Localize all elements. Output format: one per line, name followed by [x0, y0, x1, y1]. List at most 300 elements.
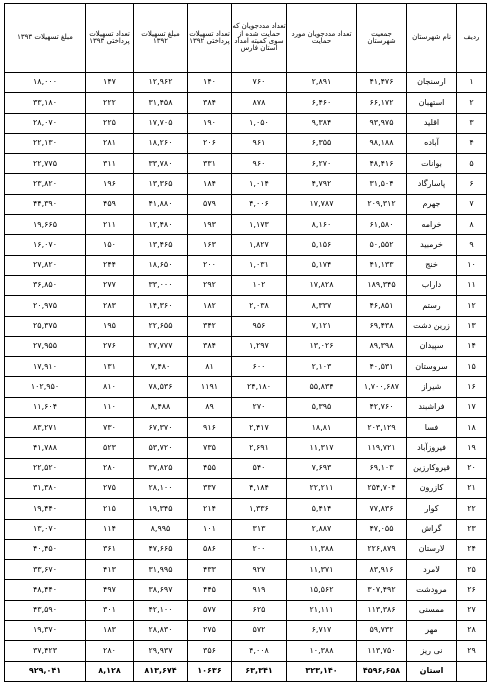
- table-cell: ۱۹,۶۶۵: [5, 215, 86, 235]
- table-cell: ۳۳۱: [188, 154, 232, 174]
- table-cell: لامرد: [407, 560, 457, 580]
- table-cell: ۱۹,۳۴۵: [134, 499, 188, 519]
- table-cell: ۴,۰۰۶: [232, 194, 287, 214]
- table-cell: ۸۷۸: [232, 93, 287, 113]
- table-cell: ۱۱,۳۱۷: [287, 438, 357, 458]
- table-cell: ۲۲۵: [86, 113, 134, 133]
- table-cell: ۴,۱۸۴: [232, 478, 287, 498]
- table-row: [5, 560, 487, 580]
- header-cell: مبلغ تسهیلات ۱۳۹۳: [5, 4, 86, 73]
- table-cell: ۷۶۰: [232, 73, 287, 93]
- table-row: [5, 215, 487, 235]
- table-cell: جهرم: [407, 194, 457, 214]
- table-cell: ارسنجان: [407, 73, 457, 93]
- table-cell: ۸,۴۸۸: [134, 397, 188, 417]
- table-row: [5, 600, 487, 620]
- table-cell: ۳۱,۵۰۴: [357, 174, 407, 194]
- table-cell: ۱۳,۰۷۰: [5, 519, 86, 539]
- table-cell: ۱۸: [457, 418, 487, 438]
- table-cell: ۷۸,۵۳۶: [134, 377, 188, 397]
- table-row: [5, 499, 487, 519]
- table-row: [5, 336, 487, 356]
- table-cell: ۸۹: [188, 397, 232, 417]
- table-cell: ۵۹,۷۳۲: [357, 621, 407, 641]
- table-cell: ۱۹: [457, 438, 487, 458]
- table-cell: ۲۰۰: [188, 255, 232, 275]
- table-cell: ۲۷۰: [232, 397, 287, 417]
- table-cell: ۱۸۹,۳۴۵: [357, 275, 407, 295]
- table-cell: فسا: [407, 418, 457, 438]
- header-cell: تعداد مددجویان که حمایت شده از سوی کمیته امداد استان فارس: [232, 4, 287, 73]
- table-cell: ۹۶۰: [232, 154, 287, 174]
- table-cell: داراب: [407, 275, 457, 295]
- table-cell: ۳۳,۶۷۰: [5, 560, 86, 580]
- table-cell: ۲۷,۸۲۰: [5, 255, 86, 275]
- table-cell: ۵,۱۷۴: [287, 255, 357, 275]
- table-row: [5, 458, 487, 478]
- table-cell: خرمبید: [407, 235, 457, 255]
- table-cell: خنج: [407, 255, 457, 275]
- table-cell: استان: [407, 661, 457, 681]
- table-cell: ۱,۳۳۶: [232, 499, 287, 519]
- table-cell: سپیدان: [407, 336, 457, 356]
- table-cell: ۲۸۳: [86, 296, 134, 316]
- table-cell: ۵,۳۹۵: [287, 397, 357, 417]
- table-cell: ۸,۳۳۷: [287, 296, 357, 316]
- table-cell: ۲,۱۰۳: [287, 357, 357, 377]
- table-row: [5, 357, 487, 377]
- header-row: [5, 4, 487, 73]
- table-cell: ۹۳,۹۷۵: [357, 113, 407, 133]
- table-cell: ۲۰۰: [232, 539, 287, 559]
- table-cell: ۲۲,۵۲۰: [5, 458, 86, 478]
- table-cell: ۲۸,۸۳۰: [134, 621, 188, 641]
- table-cell: ۳۳۷: [188, 478, 232, 498]
- table-cell: ۱۰: [457, 255, 487, 275]
- table-cell: ۵۸۶: [188, 539, 232, 559]
- table-cell: ۲,۶۹۱: [232, 438, 287, 458]
- table-cell: ۱۶۳: [188, 235, 232, 255]
- table-cell: خرامه: [407, 215, 457, 235]
- table-cell: ۶۲۵: [232, 600, 287, 620]
- table-cell: ۵: [457, 154, 487, 174]
- table-cell: ۱۲,۹۶۲: [134, 73, 188, 93]
- table-cell: ۲۲,۶۵۵: [134, 316, 188, 336]
- table-cell: ۱۲,۴۸۰: [134, 215, 188, 235]
- table-cell: ۲۰,۹۷۵: [5, 296, 86, 316]
- table-cell: ۲۸,۰۷۰: [5, 113, 86, 133]
- table-cell: ۲۸۰: [86, 458, 134, 478]
- header-cell: تعداد مددجویان مورد حمایت: [287, 4, 357, 73]
- table-cell: مرودشت: [407, 580, 457, 600]
- table-cell: ۱۶: [457, 377, 487, 397]
- table-cell: ۴۴۵: [188, 580, 232, 600]
- table-cell: ۷: [457, 194, 487, 214]
- table-cell: ۸۳,۲۷۱: [5, 418, 86, 438]
- table-body: [5, 73, 487, 682]
- table-cell: ۱۴,۳۶۰: [134, 296, 188, 316]
- facilities-table: [4, 3, 487, 682]
- table-cell: ۴۰,۵۳۱: [357, 357, 407, 377]
- table-cell: ۱۷,۹۱۰: [5, 357, 86, 377]
- table-cell: ۱,۸۲۷: [232, 235, 287, 255]
- data-table-container: [4, 3, 486, 676]
- table-cell: ۴۰,۴۵۰: [5, 539, 86, 559]
- table-row: [5, 174, 487, 194]
- table-cell: ۵۳,۷۲۰: [134, 438, 188, 458]
- table-cell: ۲,۴۱۷: [232, 418, 287, 438]
- table-cell: ۸: [457, 215, 487, 235]
- table-cell: ۹: [457, 235, 487, 255]
- table-cell: ۷,۶۹۳: [287, 458, 357, 478]
- table-row: [5, 296, 487, 316]
- table-cell: ۲۵۴,۷۰۴: [357, 478, 407, 498]
- table-cell: ۱۷,۷۰۵: [134, 113, 188, 133]
- table-cell: ۳: [457, 113, 487, 133]
- table-cell: ۸,۱۶۰: [287, 215, 357, 235]
- table-cell: ۱۳: [457, 316, 487, 336]
- table-cell: فیروزآباد: [407, 438, 457, 458]
- table-cell: ۲۲,۲۱۱: [287, 478, 357, 498]
- table-cell: ۳۳,۷۸۰: [134, 154, 188, 174]
- table-cell: ۲۲,۷۷۵: [5, 154, 86, 174]
- table-cell: ۱۸,۸۱: [287, 418, 357, 438]
- table-cell: ۶,۲۷۰: [287, 154, 357, 174]
- table-cell: اقلید: [407, 113, 457, 133]
- table-cell: ۲۱۴: [188, 499, 232, 519]
- table-cell: ۴۱۳: [86, 560, 134, 580]
- table-cell: ۷,۱۲۱: [287, 316, 357, 336]
- table-cell: ممسنی: [407, 600, 457, 620]
- table-cell: ۱۸۳: [86, 621, 134, 641]
- table-cell: ۱,۷۰۰,۶۸۷: [357, 377, 407, 397]
- table-row: [5, 154, 487, 174]
- table-cell: ۱۸۴: [188, 174, 232, 194]
- table-cell: ۸۳,۹۱۶: [357, 560, 407, 580]
- table-cell: ۴۸,۴۴۰: [5, 580, 86, 600]
- table-cell: ۱۷,۷۸۷: [287, 194, 357, 214]
- table-cell: شیراز: [407, 377, 457, 397]
- table-cell: ۶۹,۱۰۳: [357, 458, 407, 478]
- table-cell: ۳۸,۶۹۷: [134, 580, 188, 600]
- table-cell: ۸۹,۳۹۸: [357, 336, 407, 356]
- table-cell: ۶۳,۳۴۱: [232, 661, 287, 681]
- table-row: [5, 194, 487, 214]
- table-cell: ۱۱۳,۷۵۰: [357, 641, 407, 661]
- table-cell: ۳۷,۴۲۳: [5, 641, 86, 661]
- table-cell: ۱۰۱: [188, 519, 232, 539]
- table-cell: ۶۰۰: [232, 357, 287, 377]
- table-cell: ۲۳,۸۲۰: [5, 174, 86, 194]
- header-cell: مبلغ تسهیلات ۱۳۹۲: [134, 4, 188, 73]
- table-cell: ۲,۸۹۱: [287, 73, 357, 93]
- table-cell: ۷۷,۸۳۶: [357, 499, 407, 519]
- table-cell: ۱۴۷: [86, 73, 134, 93]
- table-row: [5, 621, 487, 641]
- table-cell: ۲۷,۹۵۵: [5, 336, 86, 356]
- table-cell: ۶,۳۵۵: [287, 133, 357, 153]
- table-cell: ۳۱۱: [86, 154, 134, 174]
- table-cell: ۳۰۱: [86, 600, 134, 620]
- table-cell: ۳۶,۸۵۰: [5, 275, 86, 295]
- header-cell: نام شهرستان: [407, 4, 457, 73]
- table-cell: ۲۴۴: [86, 255, 134, 275]
- table-cell: ۱۰,۳۸۸: [287, 641, 357, 661]
- table-cell: ۳۷,۸۲۵: [134, 458, 188, 478]
- table-cell: ۱۱۴: [86, 519, 134, 539]
- table-cell: ۴۲,۱۰۰: [134, 600, 188, 620]
- table-cell: ۹۸,۱۸۸: [357, 133, 407, 153]
- table-row: [5, 539, 487, 559]
- table-cell: ۱۱,۶۰۴: [5, 397, 86, 417]
- table-cell: ۱۳,۰۲۶: [287, 336, 357, 356]
- table-cell: ۴: [457, 133, 487, 153]
- table-cell: ۲۲: [457, 499, 487, 519]
- table-cell: ۲۷۵: [188, 621, 232, 641]
- table-cell: ۹۱۹: [232, 580, 287, 600]
- table-cell: سروستان: [407, 357, 457, 377]
- header-cell: تعداد تسهیلات پرداختی ۱۳۹۳: [86, 4, 134, 73]
- table-cell: ۱۳,۴۶۵: [134, 235, 188, 255]
- table-cell: ۲۷۶: [86, 336, 134, 356]
- table-cell: ۲۹,۹۳۷: [134, 641, 188, 661]
- table-cell: ۷۳۰: [86, 418, 134, 438]
- table-cell: ۹,۳۸۴: [287, 113, 357, 133]
- header-cell: ردیف: [457, 4, 487, 73]
- table-cell: ۳۴۲: [188, 316, 232, 336]
- table-cell: ۲۴: [457, 539, 487, 559]
- table-row: [5, 397, 487, 417]
- table-cell: ۲۷: [457, 600, 487, 620]
- table-cell: ۳۸۴: [188, 336, 232, 356]
- table-cell: ۲۱۵: [86, 499, 134, 519]
- table-cell: مهر: [407, 621, 457, 641]
- table-cell: ۱۹۵: [86, 316, 134, 336]
- table-cell: ۱۰۲: [232, 275, 287, 295]
- table-cell: کازرون: [407, 478, 457, 498]
- table-row: [5, 641, 487, 661]
- table-cell: ۵,۱۵۶: [287, 235, 357, 255]
- table-cell: ۸۱۰: [86, 377, 134, 397]
- table-cell: ۴۱,۸۸۰: [134, 194, 188, 214]
- table-cell: ۵۰,۵۵۲: [357, 235, 407, 255]
- table-cell: ۷,۴۸۰: [134, 357, 188, 377]
- table-row: [5, 377, 487, 397]
- table-cell: ۹۲۷: [232, 560, 287, 580]
- table-cell: ۲۰۳,۱۲۹: [357, 418, 407, 438]
- table-cell: کوار: [407, 499, 457, 519]
- table-cell: ۱۱,۳۸۸: [287, 539, 357, 559]
- table-cell: ۱۱۳,۳۸۶: [357, 600, 407, 620]
- table-cell: ۱۰۶۳۶: [188, 661, 232, 681]
- table-cell: ۶,۷۱۷: [287, 621, 357, 641]
- table-cell: ۲۰: [457, 458, 487, 478]
- table-cell: ۱,۰۳۱: [232, 255, 287, 275]
- table-cell: استهبان: [407, 93, 457, 113]
- table-cell: ۴۵۹: [86, 194, 134, 214]
- table-cell: ۳۱۳: [232, 519, 287, 539]
- table-cell: ۳۰۷,۴۹۲: [357, 580, 407, 600]
- table-cell: ۱۵۰: [86, 235, 134, 255]
- table-cell: ۶: [457, 174, 487, 194]
- table-cell: ۲۹۲: [188, 275, 232, 295]
- table-cell: ۷۳۵: [188, 438, 232, 458]
- table-cell: ۱۳۱: [86, 357, 134, 377]
- table-cell: ۴۹۷: [86, 580, 134, 600]
- table-cell: ۲۸۱: [86, 133, 134, 153]
- table-cell: ۱۷,۸۲۸: [287, 275, 357, 295]
- table-cell: فراشبند: [407, 397, 457, 417]
- table-cell: ۹۵۶: [232, 316, 287, 336]
- table-cell: ۹۲۹,۰۴۱: [5, 661, 86, 681]
- table-cell: ۵,۴۱۴: [287, 499, 357, 519]
- table-cell: ۹۶۱: [232, 133, 287, 153]
- table-cell: گراش: [407, 519, 457, 539]
- table-cell: ۱۵,۵۶۲: [287, 580, 357, 600]
- table-cell: ۲۸: [457, 621, 487, 641]
- table-cell: بوانات: [407, 154, 457, 174]
- table-cell: ۱۲: [457, 296, 487, 316]
- table-cell: ۲۶: [457, 580, 487, 600]
- table-cell: پاسارگاد: [407, 174, 457, 194]
- table-cell: ۲۱: [457, 478, 487, 498]
- header-cell: جمعیت شهرستان: [357, 4, 407, 73]
- table-cell: ۱,۲۹۷: [232, 336, 287, 356]
- table-cell: ۴۴,۳۹۰: [5, 194, 86, 214]
- table-cell: ۸۱: [188, 357, 232, 377]
- table-row: [5, 275, 487, 295]
- table-cell: ۲۵,۳۷۵: [5, 316, 86, 336]
- table-cell: ۱۱: [457, 275, 487, 295]
- table-cell: ۴۱,۱۳۳: [357, 255, 407, 275]
- table-cell: ۲,۰۳۸: [232, 296, 287, 316]
- table-cell: ۵۷۹: [188, 194, 232, 214]
- table-cell: ۲,۸۸۷: [287, 519, 357, 539]
- table-cell: ۸,۱۲۸: [86, 661, 134, 681]
- table-cell: ۶۹,۴۳۸: [357, 316, 407, 336]
- table-cell: ۲۷۵: [86, 478, 134, 498]
- table-cell: ۶,۴۶۰: [287, 93, 357, 113]
- table-cell: قیروکارزین: [407, 458, 457, 478]
- table-cell: ۴۸,۴۱۶: [357, 154, 407, 174]
- table-cell: ۱۴: [457, 336, 487, 356]
- table-row: [5, 418, 487, 438]
- table-row: [5, 73, 487, 93]
- table-cell: ۲۰۹,۳۱۲: [357, 194, 407, 214]
- table-cell: ۳۳,۰۰۰: [134, 275, 188, 295]
- table-cell: ۳۵۶: [188, 641, 232, 661]
- table-cell: رستم: [407, 296, 457, 316]
- table-cell: ۱۹۳: [188, 215, 232, 235]
- table-cell: ۱: [457, 73, 487, 93]
- table-row: [5, 113, 487, 133]
- table-cell: ۱۱۰: [86, 397, 134, 417]
- table-cell: ۴۲,۷۶۰: [357, 397, 407, 417]
- total-row: [5, 661, 487, 681]
- table-cell: ۳۱,۹۹۵: [134, 560, 188, 580]
- table-cell: ۴۷,۰۵۵: [357, 519, 407, 539]
- table-cell: ۱۹,۴۴۰: [5, 499, 86, 519]
- table-cell: ۲۷۷: [86, 275, 134, 295]
- table-cell: ۲۲۶,۸۷۹: [357, 539, 407, 559]
- table-cell: ۲۸,۱۰۰: [134, 478, 188, 498]
- table-cell: ۲: [457, 93, 487, 113]
- table-cell: ۲۴,۱۸۰: [232, 377, 287, 397]
- table-cell: ۲۷,۷۷۷: [134, 336, 188, 356]
- table-cell: ۵۷۷: [188, 600, 232, 620]
- table-cell: ۱۴۰: [188, 73, 232, 93]
- table-cell: ۴۳,۵۹۰: [5, 600, 86, 620]
- table-row: [5, 478, 487, 498]
- table-cell: ۱۰۲,۹۵۰: [5, 377, 86, 397]
- table-cell: ۲۵: [457, 560, 487, 580]
- table-cell: ۸۱۳,۶۷۴: [134, 661, 188, 681]
- table-cell: ۳۶۱: [86, 539, 134, 559]
- table-cell: ۵۲۳: [86, 438, 134, 458]
- table-cell: ۳۳,۱۸۰: [5, 93, 86, 113]
- table-cell: [457, 661, 487, 681]
- table-cell: ۲۰۶: [188, 133, 232, 153]
- table-cell: ۴۵۵: [188, 458, 232, 478]
- table-cell: نی ریز: [407, 641, 457, 661]
- table-cell: ۱۱۹,۷۲۱: [357, 438, 407, 458]
- table-cell: ۱۵: [457, 357, 487, 377]
- table-cell: آباده: [407, 133, 457, 153]
- table-cell: لارستان: [407, 539, 457, 559]
- table-row: [5, 255, 487, 275]
- table-cell: ۶۱,۵۸۰: [357, 215, 407, 235]
- table-cell: ۵۷۲: [232, 621, 287, 641]
- table-cell: ۱,۱۷۳: [232, 215, 287, 235]
- table-cell: ۲۹: [457, 641, 487, 661]
- table-cell: ۵۵,۸۳۴: [287, 377, 357, 397]
- table-row: [5, 438, 487, 458]
- table-cell: ۲۸۰: [86, 641, 134, 661]
- table-cell: ۲۲,۱۳۰: [5, 133, 86, 153]
- table-cell: ۶۶,۱۷۲: [357, 93, 407, 113]
- table-row: [5, 580, 487, 600]
- table-row: [5, 519, 487, 539]
- table-cell: ۲۲۲: [86, 93, 134, 113]
- table-cell: ۱۹۶: [86, 174, 134, 194]
- table-cell: ۴۷,۶۶۵: [134, 539, 188, 559]
- table-cell: ۴۱,۴۷۶: [357, 73, 407, 93]
- table-cell: زرین دشت: [407, 316, 457, 336]
- table-cell: ۲۳: [457, 519, 487, 539]
- table-cell: ۱۸,۰۰۰: [5, 73, 86, 93]
- table-cell: ۱,۰۵۰: [232, 113, 287, 133]
- table-cell: ۳۲۳,۱۴۰: [287, 661, 357, 681]
- table-cell: ۲۱۱: [86, 215, 134, 235]
- table-row: [5, 93, 487, 113]
- table-cell: ۸,۹۹۵: [134, 519, 188, 539]
- table-cell: ۱۱,۳۷۱: [287, 560, 357, 580]
- table-cell: ۹۱۶: [188, 418, 232, 438]
- table-row: [5, 133, 487, 153]
- table-cell: ۱۸۲: [188, 296, 232, 316]
- table-cell: ۱۹,۳۷۰: [5, 621, 86, 641]
- table-cell: ۱۹۰: [188, 113, 232, 133]
- table-cell: ۳۸۴: [188, 93, 232, 113]
- table-cell: ۱۸,۶۵۰: [134, 255, 188, 275]
- table-cell: ۱۶,۰۷۰: [5, 235, 86, 255]
- table-cell: ۴۱,۷۸۸: [5, 438, 86, 458]
- table-cell: ۱,۰۱۴: [232, 174, 287, 194]
- table-cell: ۴,۰۰۸: [232, 641, 287, 661]
- table-cell: ۱۱۹۱: [188, 377, 232, 397]
- table-cell: ۴۶,۸۵۱: [357, 296, 407, 316]
- table-cell: ۱۷: [457, 397, 487, 417]
